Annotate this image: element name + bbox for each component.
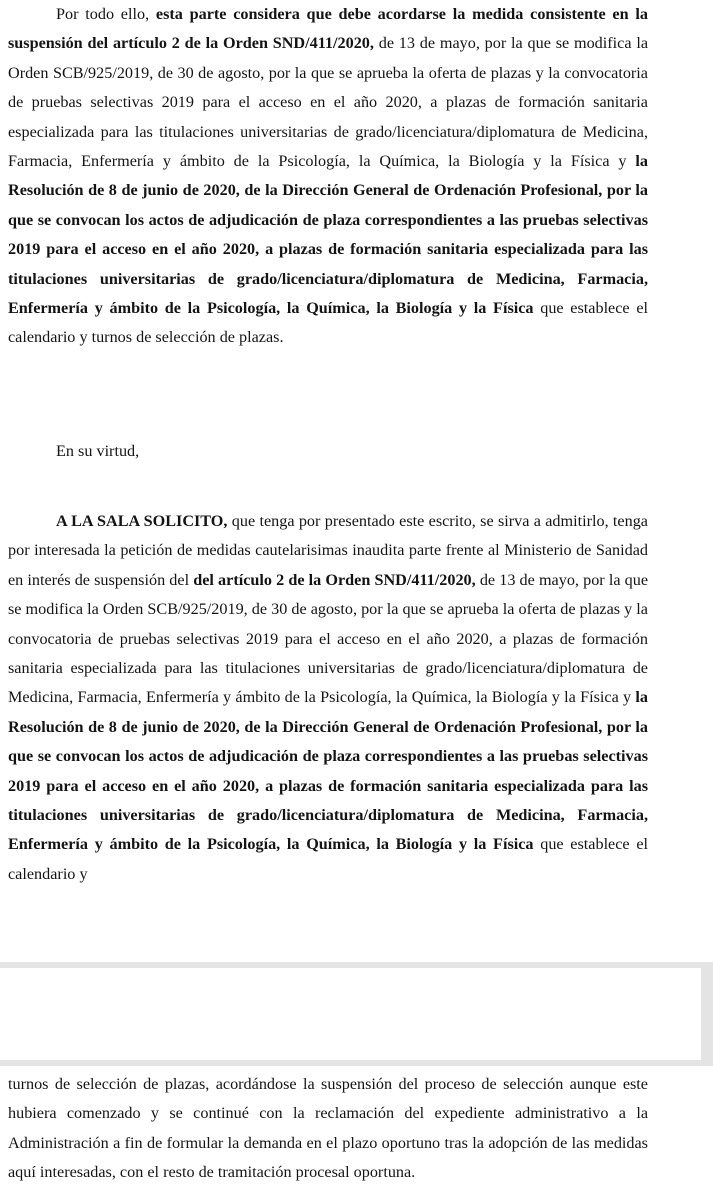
text-run: de 13 de mayo, por la que se modifica la Orden SCB/925/2019, de 30 de agosto, por la que se aprueba la oferta de plazas y la convocatoria de pruebas selectivas 2019 para el acceso en el año 2020, a plazas de formación sanitaria especializada para las titulaciones universitarias de grado/licenciatura/diplomatura de Medicina, Farmacia, Enfermería y ámbito de la Psicología, la Química, la Biología y la Física y [8, 34, 649, 171]
text-run: Por todo ello, [56, 5, 156, 23]
paragraph-continuation: turnos de selección de plazas, acordándose la suspensión del proceso de selección aunque este hubiera comenzado y se continué con la reclamación del expediente administrativo a la Administración a fin de formular la demanda en el plazo oportuno tras la adopción de las medidas aquí interesadas, con el resto de tramitación procesal oportuna. [8, 1075, 648, 1182]
bold-text-run: la Resolución de 8 de junio de 2020, de la Dirección General de Ordenación Profesional, por la que se convocan los actos de adjudicación de plaza correspondientes a las pruebas selectivas 2019 para el acceso en el año 2020, a plazas de formación sanitaria especializada para las titulaciones universitarias de grado/licenciatura/diplomatura de Medicina, Farmacia, Enfermería y ámbito de la Psicología, la Química, la Biología y la Física [8, 152, 648, 318]
text-run: que establece el calendario y [8, 835, 648, 883]
page-break-inner [0, 968, 701, 1060]
text-run: que tenga por presentado este escrito, se sirva a admitirlo, tenga por interesada la petición de medidas cautelarisimas inaudita parte frente al Ministerio de Sanidad en interés de suspensión del [8, 512, 648, 589]
bold-text-run: del artículo 2 de la Orden SND/411/2020, [193, 570, 476, 589]
document-page-2 [0, 1066, 713, 1200]
paragraph-en-su-virtud: En su virtud, [56, 442, 140, 460]
bold-text-run: la Resolución de 8 de junio de 2020, de la Dirección General de Ordenación Profesional, por la que se convocan los actos de adjudicación de plaza correspondientes a las pruebas selectivas 2019 para el acceso en el año 2020, a plazas de formación sanitaria especializada para las titulaciones universitarias de grado/licenciatura/diplomatura de Medicina, Farmacia, Enfermería y ámbito de la Psicología, la Química, la Biología y la Física [8, 688, 648, 854]
page-break [0, 962, 713, 1066]
bold-text-run: A LA SALA SOLICITO, [56, 512, 228, 530]
text-run: que establece el calendario y turnos de selección de plazas. [8, 299, 648, 347]
bold-text-run: esta parte considera que debe acordarse la medida consistente en la suspensión del artículo 2 de la Orden SND/411/2020, [8, 5, 648, 53]
paragraph-conclusion [8, 0, 648, 353]
paragraph-solicito [8, 507, 648, 889]
text-run: de 13 de mayo, por la que se modifica la Orden SCB/925/2019, de 30 de agosto, por la que se aprueba la oferta de plazas y la convocatoria de pruebas selectivas 2019 para el acceso en el año 2020, a plazas de formación sanitaria especializada para las titulaciones universitarias de grado/licenciatura/diplomatura de Medicina, Farmacia, Enfermería y ámbito de la Psicología, la Química, la Biología y la Física y [8, 570, 649, 707]
